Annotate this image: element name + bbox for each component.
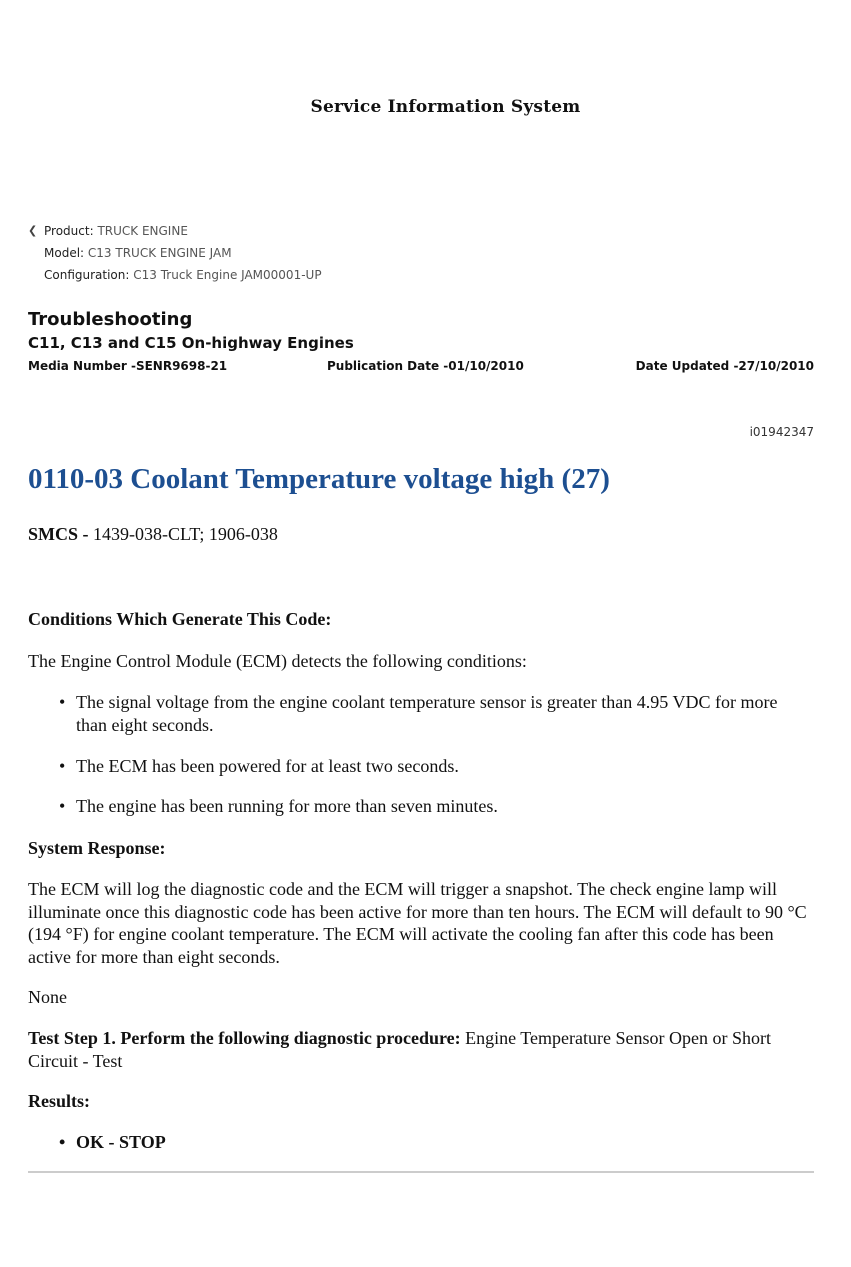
- result-ok-stop: OK - STOP: [76, 1132, 166, 1152]
- publication-date: Publication Date -01/10/2010: [327, 359, 524, 373]
- bullet-icon: •: [59, 692, 66, 712]
- model-line: [44, 246, 232, 260]
- condition-text: The engine has been running for more than seven minutes.: [76, 796, 498, 816]
- configuration-label: Configuration:: [44, 268, 130, 282]
- media-number: Media Number -SENR9698-21: [28, 359, 228, 373]
- list-item: [59, 795, 799, 818]
- conditions-intro: The Engine Control Module (ECM) detects the following conditions:: [28, 651, 527, 671]
- bullet-icon: •: [59, 1132, 66, 1152]
- system-response-text: The ECM will log the diagnostic code and the ECM will trigger a snapshot. The check engine lamp will illuminate once this diagnostic code has been active for more than ten hours. The ECM will default to 90 °C (194 °F) for engine coolant temperature. The ECM will activate the cooling fan after this code has been active for more than eight seconds.: [28, 879, 807, 967]
- list-item: [59, 691, 799, 736]
- configuration-value: C13 Truck Engine JAM00001-UP: [133, 268, 322, 282]
- product-value: TRUCK ENGINE: [97, 224, 188, 238]
- test-step-1: [28, 1027, 818, 1072]
- condition-text: The ECM has been powered for at least two seconds.: [76, 756, 459, 776]
- condition-text: The signal voltage from the engine coolant temperature sensor is greater than 4.95 VDC for more than eight seconds.: [76, 692, 778, 735]
- chevron-left-icon[interactable]: ❮: [28, 224, 38, 237]
- model-value: C13 TRUCK ENGINE JAM: [87, 246, 232, 260]
- bullet-icon: •: [59, 796, 66, 816]
- smcs-label: SMCS -: [28, 524, 89, 544]
- publication-subtitle: C11, C13 and C15 On-highway Engines: [28, 334, 354, 352]
- none-text: None: [28, 987, 67, 1007]
- configuration-line: [44, 268, 322, 282]
- list-item: [59, 1131, 799, 1154]
- system-response-heading: System Response:: [28, 838, 166, 858]
- smcs-line: [28, 523, 818, 546]
- results-heading: Results:: [28, 1091, 90, 1111]
- conditions-heading: Conditions Which Generate This Code:: [28, 609, 332, 629]
- section-heading: Troubleshooting: [28, 309, 193, 330]
- smcs-value: 1439-038-CLT; 1906-038: [93, 524, 278, 544]
- date-updated: Date Updated -27/10/2010: [635, 359, 814, 373]
- test-step-label: Test Step 1. Perform the following diagnostic procedure:: [28, 1028, 461, 1048]
- list-item: [59, 755, 799, 778]
- product-line: [44, 224, 188, 238]
- bullet-icon: •: [59, 756, 66, 776]
- product-label: Product:: [44, 224, 94, 238]
- article-title: 0110-03 Coolant Temperature voltage high (27): [28, 463, 610, 495]
- model-label: Model:: [44, 246, 85, 260]
- bottom-divider: [28, 1171, 814, 1173]
- document-id: i01942347: [749, 425, 814, 439]
- system-title: Service Information System: [310, 97, 581, 117]
- test-step-procedure[interactable]: Engine Temperature Sensor Open or Short Circuit - Test: [28, 1028, 771, 1071]
